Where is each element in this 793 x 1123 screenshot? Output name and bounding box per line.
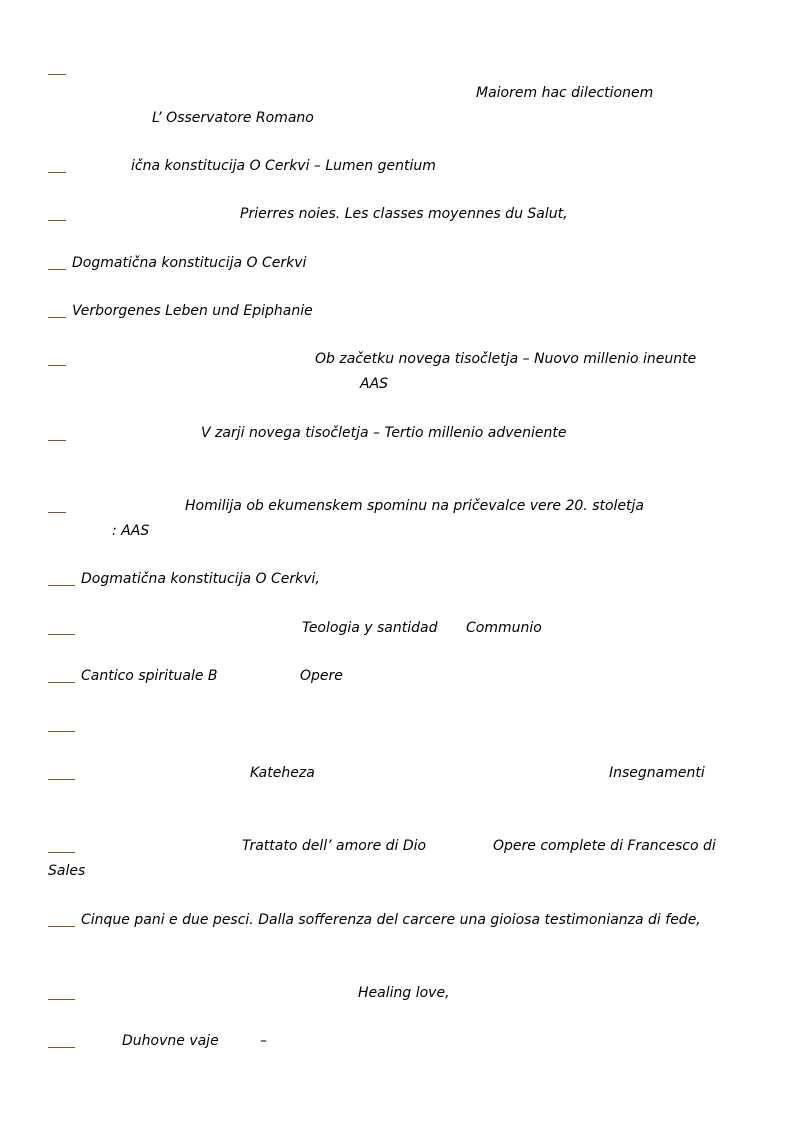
footnote-text: Verborgenes Leben und Epiphanie — [72, 303, 313, 319]
footnote-rule — [48, 172, 66, 173]
footnote-text: Dogmatična konstitucija O Cerkvi — [72, 255, 307, 271]
footnote-text: V zarji novega tisočletja – Tertio millenio adveniente — [201, 425, 567, 441]
footnote-rule — [48, 585, 75, 586]
footnote-rule — [48, 634, 75, 635]
footnote-rule — [48, 682, 75, 683]
footnote-text: Teologia y santidad — [302, 620, 438, 636]
footnote-rule — [48, 220, 66, 221]
footnote-text: Trattato dell’ amore di Dio — [242, 838, 427, 854]
footnote-rule — [48, 926, 75, 927]
footnote-rule — [48, 440, 66, 441]
footnote-rule — [48, 731, 75, 732]
footnote-text: Homilija ob ekumenskem spominu na pričevalce vere 20. stoletja — [185, 498, 645, 514]
footnote-rule — [48, 269, 66, 270]
footnote-text: L’ Osservatore Romano — [152, 110, 314, 126]
footnote-text: Opere complete di Francesco di — [493, 838, 716, 854]
footnote-rule — [48, 779, 75, 780]
footnote-rule — [48, 1047, 75, 1048]
footnote-text: Healing love, — [358, 985, 450, 1001]
footnote-text: Sales — [48, 863, 86, 879]
footnote-text: Dogmatična konstitucija O Cerkvi, — [81, 571, 320, 587]
footnote-rule — [48, 999, 75, 1000]
footnote-text: Cantico spirituale B — [81, 668, 218, 684]
footnote-rule — [48, 512, 66, 513]
footnote-text: Opere — [300, 668, 343, 684]
footnote-text: Cinque pani e due pesci. Dalla sofferenza del carcere una gioiosa testimonianza di fede, — [81, 912, 701, 928]
footnote-rule — [48, 74, 66, 75]
footnote-text: Ob začetku novega tisočletja – Nuovo millenio ineunte — [315, 351, 697, 367]
footnote-text: Prierres noies. Les classes moyennes du Salut, — [240, 206, 568, 222]
footnote-text: – — [260, 1033, 267, 1049]
footnote-text: ična konstitucija O Cerkvi – Lumen gentium — [131, 158, 436, 174]
footnote-rule — [48, 852, 75, 853]
footnote-text: Communio — [466, 620, 542, 636]
footnote-rule — [48, 317, 66, 318]
footnote-text: AAS — [360, 376, 389, 392]
footnote-rule — [48, 365, 66, 366]
footnote-text: Maiorem hac dilectionem — [476, 85, 654, 101]
footnote-text: Kateheza — [250, 765, 315, 781]
footnote-text: : AAS — [112, 523, 150, 539]
footnote-text: Insegnamenti — [609, 765, 705, 781]
footnote-text: Duhovne vaje — [122, 1033, 219, 1049]
